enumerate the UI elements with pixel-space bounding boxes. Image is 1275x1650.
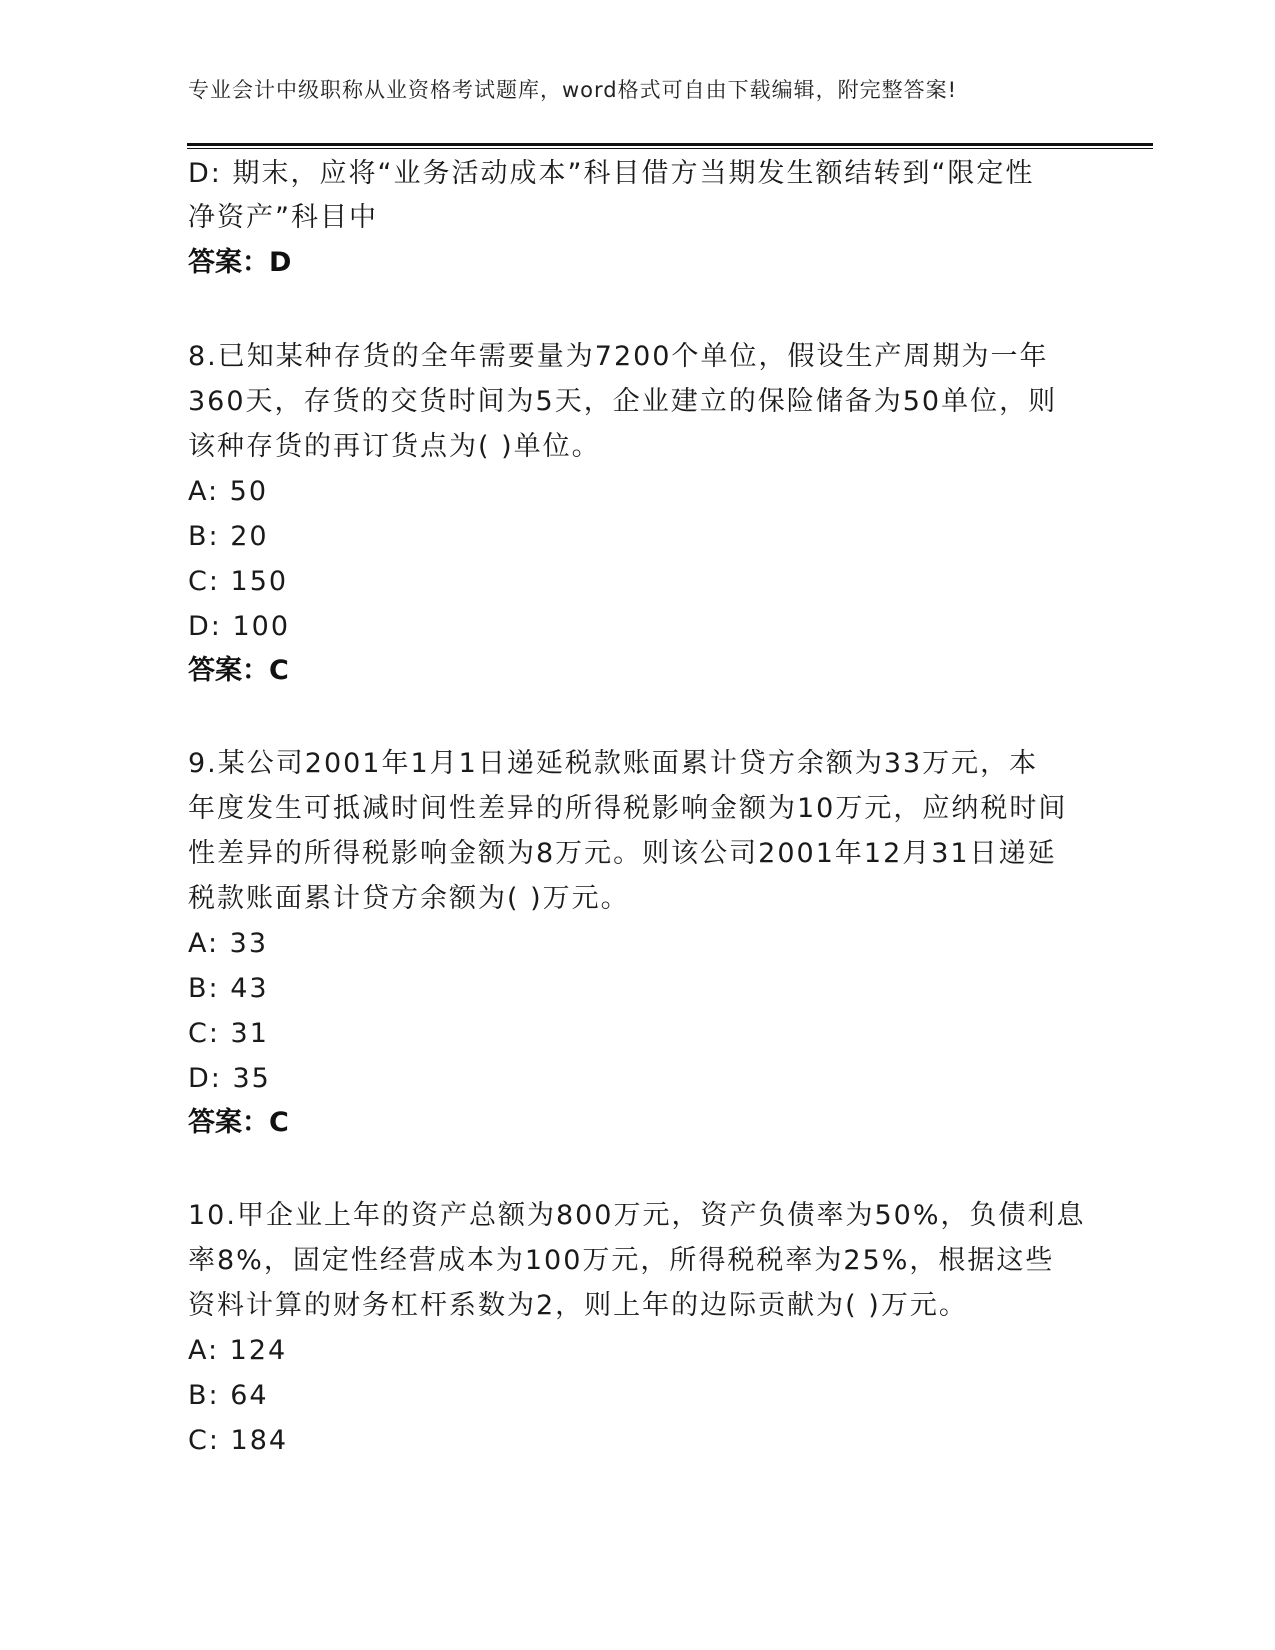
q9-answer: 答案：C [188, 1107, 289, 1138]
q9-option-b: B: 43 [188, 973, 269, 1004]
q9-option-c: C: 31 [188, 1018, 269, 1049]
q10-option-b: B: 64 [188, 1380, 269, 1411]
q8-option-d: D: 100 [188, 611, 291, 642]
q10-stem-line2: 率8%，固定性经营成本为100万元，所得税税率为25%，根据这些 [188, 1245, 1055, 1276]
q8-stem-line2: 360天，存货的交货时间为5天，企业建立的保险储备为50单位，则 [188, 386, 1058, 417]
header-divider [187, 143, 1153, 149]
q9-stem-line4: 税款账面累计贷方余额为( )万元。 [188, 883, 630, 914]
q8-option-b: B: 20 [188, 521, 269, 552]
q8-option-a: A: 50 [188, 476, 269, 507]
q7-option-d-line2: 净资产”科目中 [188, 202, 378, 233]
q7-answer: 答案：D [188, 247, 292, 278]
q9-stem-line2: 年度发生可抵减时间性差异的所得税影响金额为10万元，应纳税时间 [188, 793, 1068, 824]
q10-option-c: C: 184 [188, 1425, 289, 1456]
page-header: 专业会计中级职称从业资格考试题库，word格式可自由下载编辑，附完整答案! [188, 78, 958, 102]
q10-option-a: A: 124 [188, 1335, 288, 1366]
q8-stem-line1: 8.已知某种存货的全年需要量为7200个单位，假设生产周期为一年 [188, 341, 1049, 372]
q8-option-c: C: 150 [188, 566, 289, 597]
q8-answer: 答案：C [188, 655, 289, 686]
q9-stem-line3: 性差异的所得税影响金额为8万元。则该公司2001年12月31日递延 [188, 838, 1057, 869]
q10-stem-line1: 10.甲企业上年的资产总额为800万元，资产负债率为50%，负债利息 [188, 1200, 1086, 1231]
q9-option-a: A: 33 [188, 928, 269, 959]
q7-option-d-line1: D: 期末，应将“业务活动成本”科目借方当期发生额结转到“限定性 [188, 158, 1035, 189]
q8-stem-line3: 该种存货的再订货点为( )单位。 [188, 431, 601, 462]
q10-stem-line3: 资料计算的财务杠杆系数为2，则上年的边际贡献为( )万元。 [188, 1290, 968, 1321]
q9-stem-line1: 9.某公司2001年1月1日递延税款账面累计贷方余额为33万元，本 [188, 748, 1039, 779]
q9-option-d: D: 35 [188, 1063, 271, 1094]
